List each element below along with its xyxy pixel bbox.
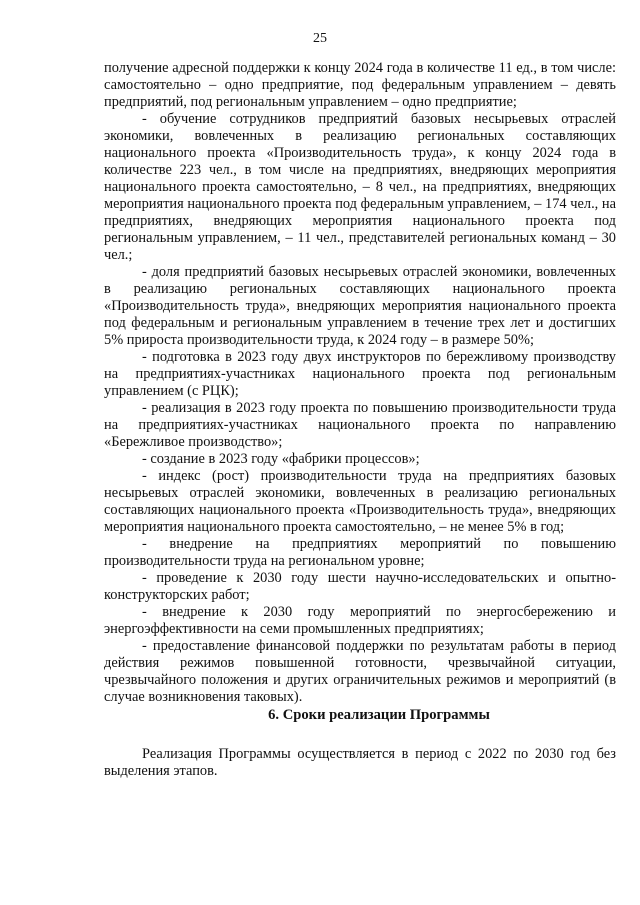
list-item: - проведение к 2030 году шести научно-исследовательских и опытно-конструкторских работ; <box>104 570 616 603</box>
list-item: - внедрение на предприятиях мероприятий по повышению производительности труда на региональном уровне; <box>104 536 616 569</box>
list-item: - реализация в 2023 году проекта по повышению производительности труда на предприятиях-участниках национального проекта по направлению «Бережливое производство»; <box>104 400 616 450</box>
list-item: - предоставление финансовой поддержки по результатам работы в период действия режимов повышенной готовности, чрезвычайной ситуации, чрезвычайного положения и других ограничительных режимов и мероприятий (в случае возникновения таковых). <box>104 638 616 705</box>
list-item: - внедрение к 2030 году мероприятий по энергосбережению и энергоэффективности на семи промышленных предприятиях; <box>104 604 616 637</box>
list-item: - подготовка в 2023 году двух инструкторов по бережливому производству на предприятиях-участниках национального проекта под региональным управлением (с РЦК); <box>104 349 616 399</box>
page-content <box>104 60 616 780</box>
list-item: - индекс (рост) производительности труда на предприятиях базовых несырьевых отраслей экономики, вовлеченных в реализацию региональных составляющих национального проекта «Производительность труда», внедряющих мероприятия национального проекта самостоятельно, – не менее 5% в год; <box>104 468 616 535</box>
page-number: 25 <box>313 31 327 46</box>
list-item: - доля предприятий базовых несырьевых отраслей экономики, вовлеченных в реализацию региональных составляющих национального проекта «Производительность труда», внедряющих мероприятия национального проекта под федеральным и региональным управлением в течение трех лет и достигших 5% прироста производительности труда, к 2024 году – в размере 50%; <box>104 264 616 348</box>
list-item: - обучение сотрудников предприятий базовых несырьевых отраслей экономики, вовлеченных в реализацию региональных составляющих национального проекта «Производительность труда», к концу 2024 года в количестве 223 чел., в том числе на предприятиях, внедряющих мероприятия национального проекта самостоятельно, – 8 чел., на предприятиях, внедряющих мероприятия национального проекта под федеральным управлением, – 174 чел., на предприятиях, внедряющих мероприятия национального проекта под региональным управлением, – 11 чел., представителей региональных команд – 30 чел.; <box>104 111 616 263</box>
section-heading: 6. Сроки реализации Программы <box>268 707 490 723</box>
closing-paragraph: Реализация Программы осуществляется в период с 2022 по 2030 год без выделения этапов. <box>104 746 616 779</box>
list-item: - создание в 2023 году «фабрики процессов»; <box>142 451 420 467</box>
paragraph-continuation: получение адресной поддержки к концу 2024 года в количестве 11 ед., в том числе: самостоятельно – одно предприятие, под федеральным управлением – девять предприятий, под региональным управлением – одно предприятие; <box>104 60 616 110</box>
